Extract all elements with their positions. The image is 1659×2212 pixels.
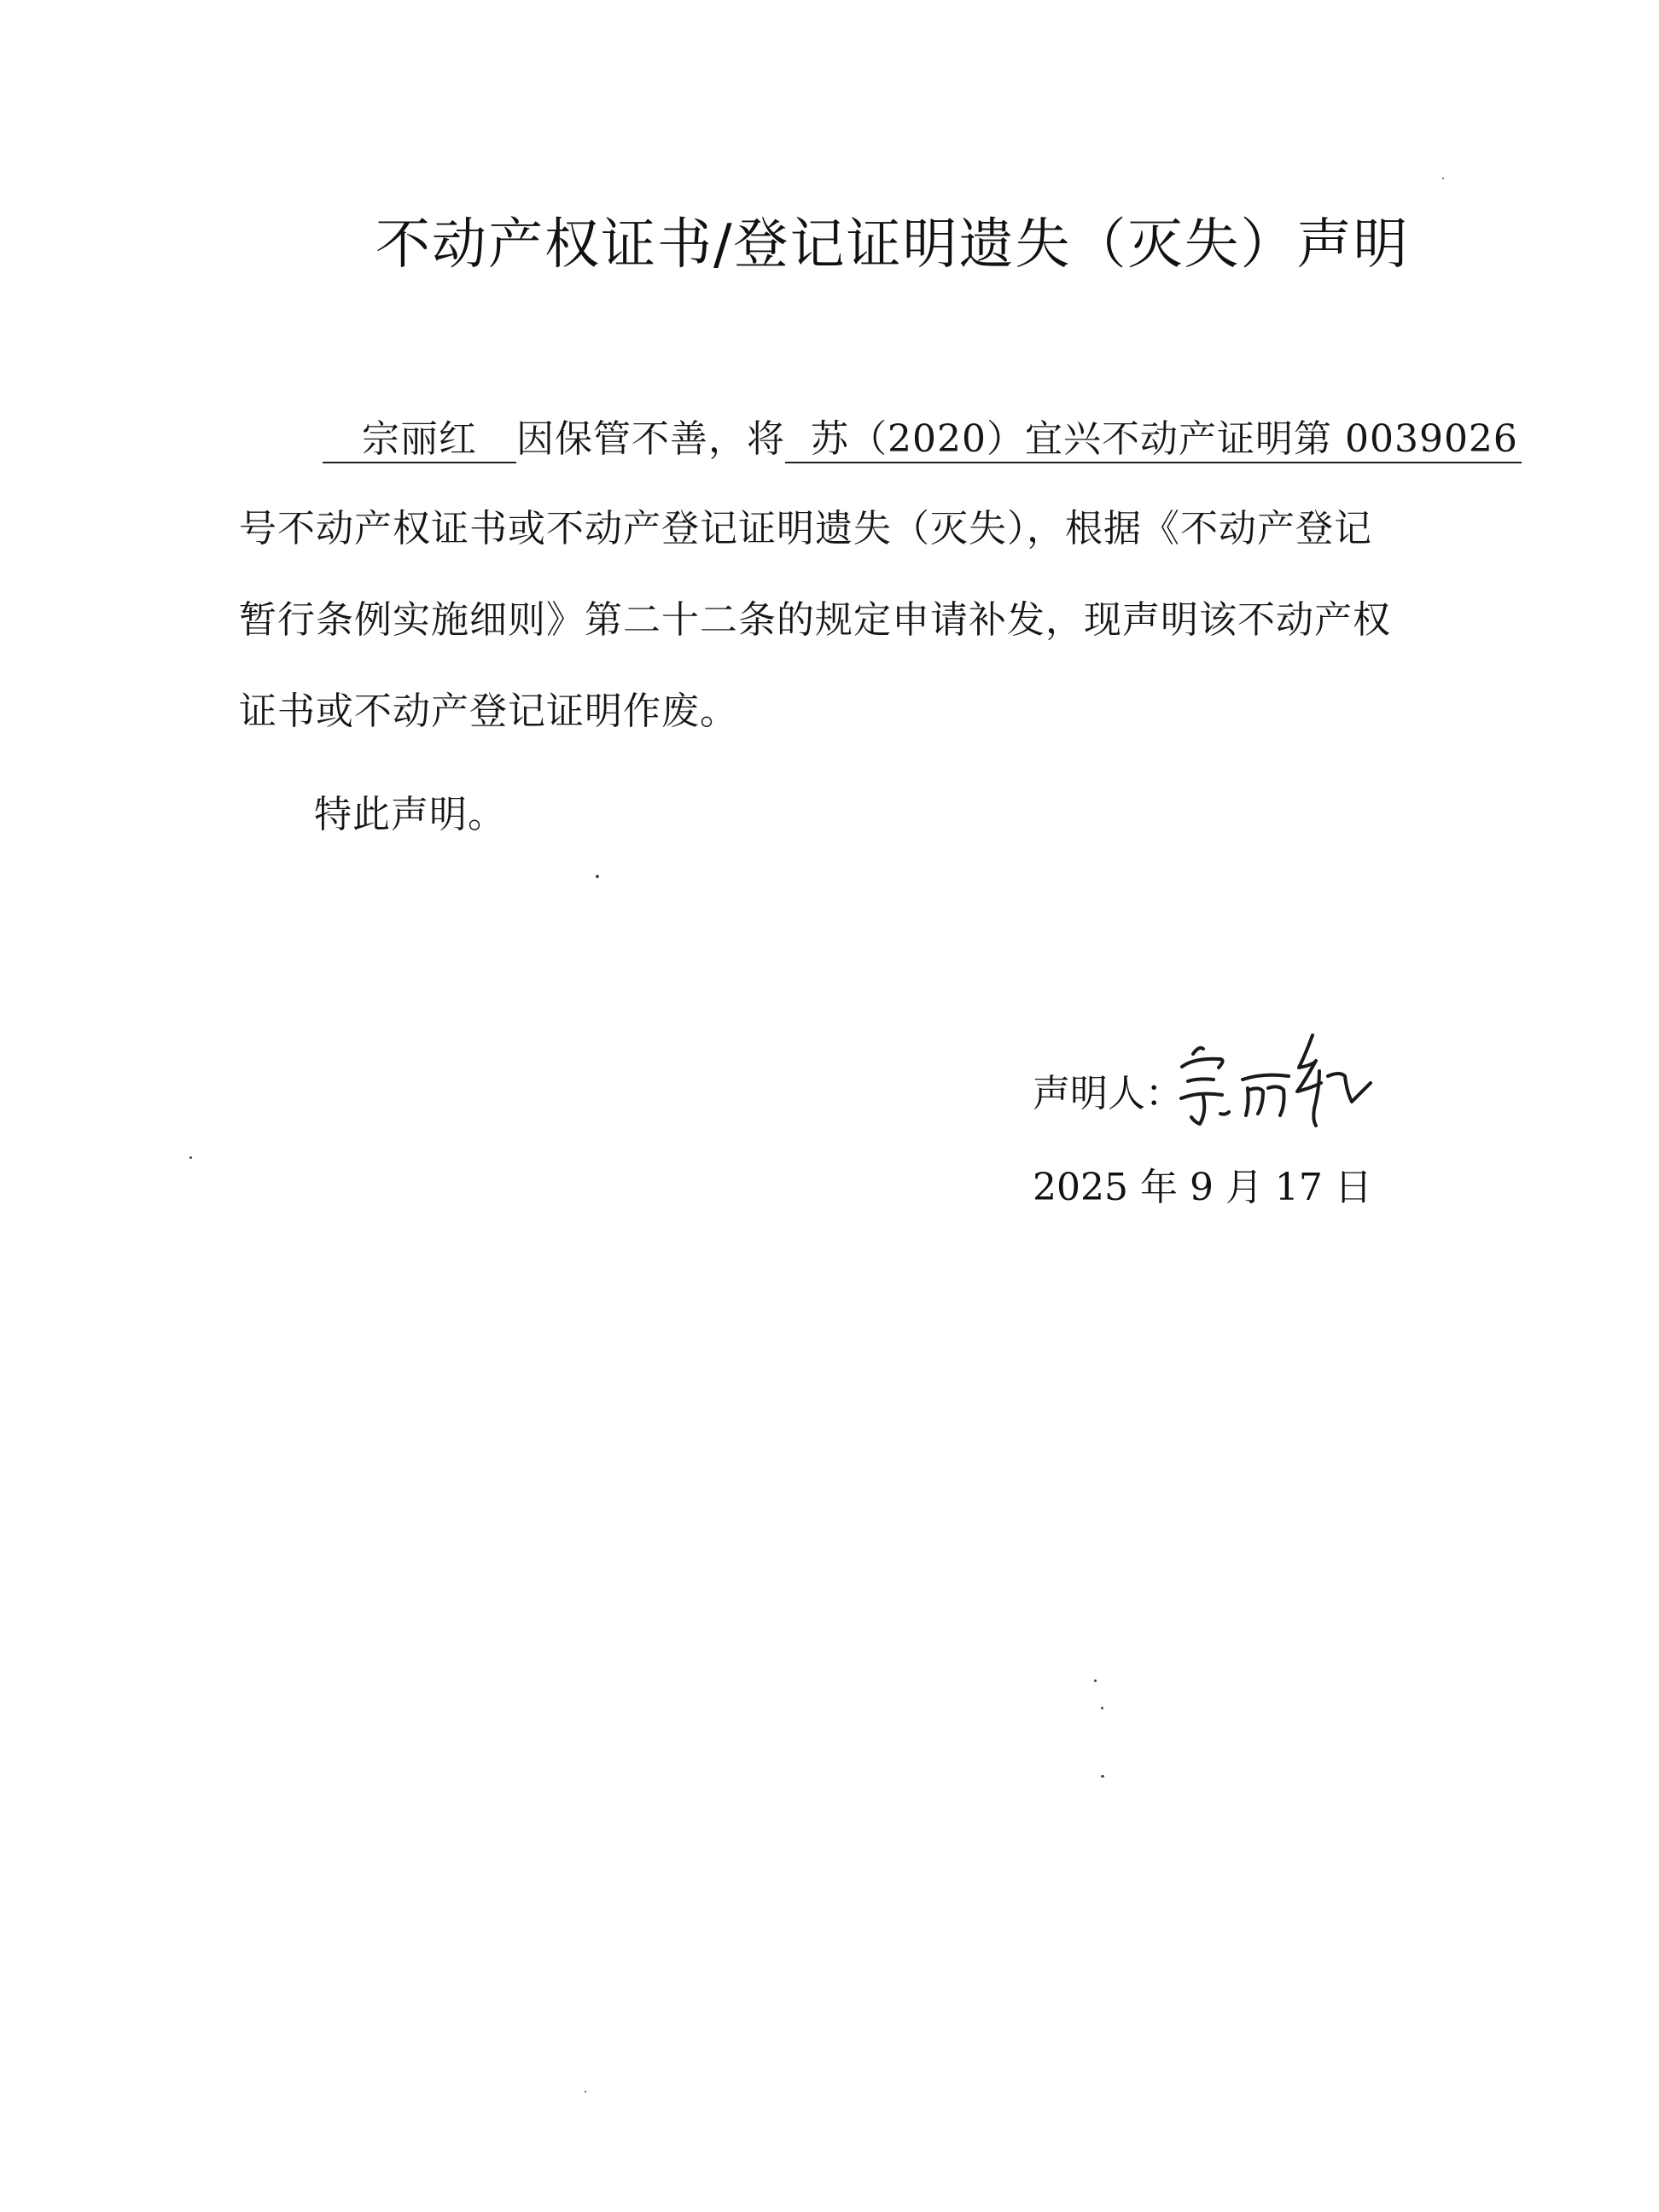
scan-speck [189,1156,192,1159]
scan-speck [596,875,599,878]
declaration-date: 2025 年 9 月 17 日 [1033,1166,1372,1209]
declarant-name-field: 宗丽红 [323,418,516,463]
scan-speck [585,2091,586,2093]
closing-statement: 特此声明。 [314,793,506,836]
handwritten-signature [1169,1020,1382,1131]
body-line-2: 号不动产权证书或不动产登记证明遗失（灭失），根据《不动产登记 [239,507,1372,550]
body-line-3: 暂行条例实施细则》第二十二条的规定申请补发，现声明该不动产权 [239,598,1391,642]
declarant-label: 声明人： [1033,1072,1183,1115]
scan-speck [1101,1707,1103,1709]
document-title: 不动产权证书/登记证明遗失（灭失）声明 [375,213,1410,276]
body-line-1-text: 因保管不善，将 [516,417,785,461]
scan-speck [1442,178,1444,179]
body-line-4: 证书或不动产登记证明作废。 [239,690,738,733]
scan-speck [1101,1775,1104,1778]
scan-speck [1094,1679,1097,1682]
certificate-number-field: 苏（2020）宜兴不动产证明第 0039026 [785,418,1522,463]
body-line-1 [323,408,1522,463]
